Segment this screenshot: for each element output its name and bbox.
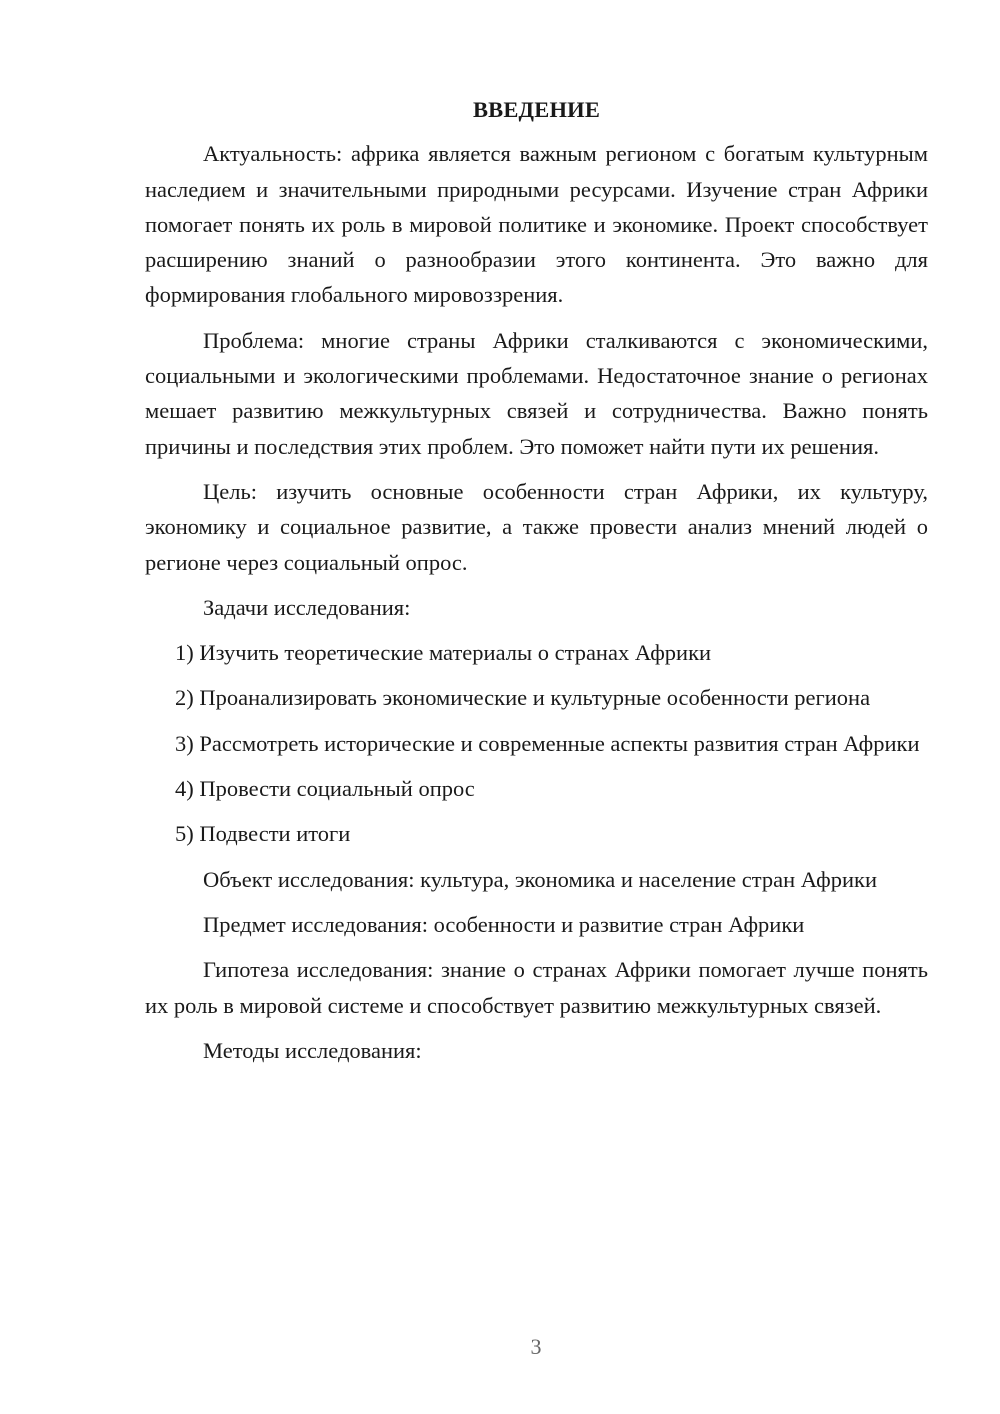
tasks-heading: Задачи исследования: [203, 594, 411, 620]
task-item-4: 4) Провести социальный опрос [175, 776, 475, 802]
methods-heading: Методы исследования: [203, 1037, 422, 1063]
document-body [145, 92, 928, 1078]
task-item-2: 2) Проанализировать экономические и культурные особенности региона [175, 685, 871, 711]
task-item-5: 5) Подвести итоги [175, 821, 351, 847]
research-object-paragraph: Объект исследования: культура, экономика и население стран Африки [203, 866, 878, 892]
hypothesis-paragraph: Гипотеза исследования: знание о странах Африки помогает лучше понять их роль в мировой системе и способствует развитию межкультурных связей. [145, 957, 928, 1018]
task-item-1: 1) Изучить теоретические материалы о странах Африки [175, 640, 712, 666]
problem-paragraph: Проблема: многие страны Африки сталкиваются с экономическими, социальными и экологическими проблемами. Недостаточное знание о регионах мешает развитию межкультурных связей и сотрудничества. Важно понять причины и последствия этих проблем. Это поможет найти пути их решения. [145, 327, 928, 459]
relevance-paragraph: Актуальность: африка является важным регионом с богатым культурным наследием и значительными природными ресурсами. Изучение стран Африки помогает понять их роль в мировой политике и экономике. Проект способствует расширению знаний о разнообразии этого континента. Это важно для формирования глобального мировоззрения. [145, 141, 928, 308]
task-item-3: 3) Рассмотреть исторические и современные аспекты развития стран Африки [175, 730, 920, 756]
section-title: ВВЕДЕНИЕ [472, 97, 601, 122]
page-number: 3 [530, 1334, 542, 1359]
goal-paragraph: Цель: изучить основные особенности стран Африки, их культуру, экономику и социальное развитие, а также провести анализ мнений людей о регионе через социальный опрос. [145, 478, 928, 575]
research-subject-paragraph: Предмет исследования: особенности и развитие стран Африки [203, 911, 805, 937]
